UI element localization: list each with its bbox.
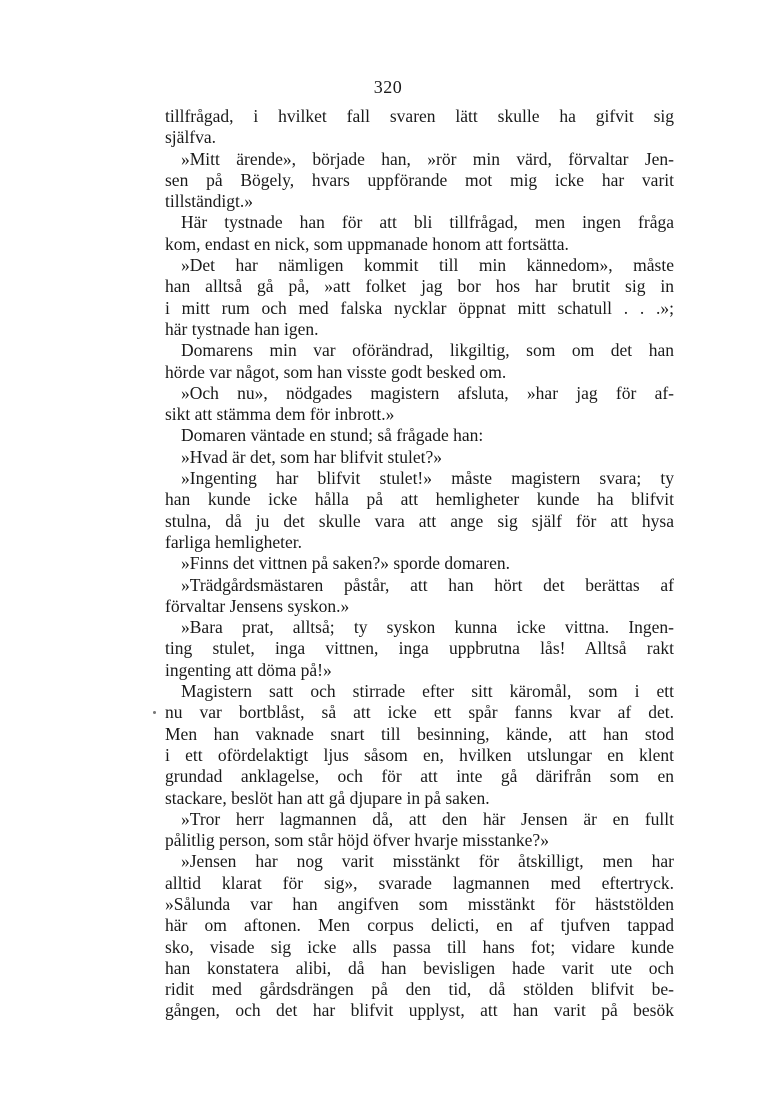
- text-line: »Jensen har nog varit misstänkt för åtskilligt, men har: [181, 851, 674, 872]
- text-line: »Trädgårdsmästaren påstår, att han hört det berättas af: [181, 574, 674, 595]
- text-line: Här tystnade han för att bli tillfrågad, men ingen fråga: [181, 212, 674, 233]
- text-line: förvaltar Jensens syskon.»: [165, 595, 350, 616]
- text-line: tillfrågad, i hvilket fall svaren lätt skulle ha gifvit sig: [165, 106, 674, 126]
- text-line: ting stulet, inga vittnen, inga uppbrutna lås! Alltså rakt: [165, 638, 674, 659]
- text-line: han konstatera alibi, då han bevisligen hade varit ute och: [165, 957, 674, 978]
- text-line: sko, visade sig icke alls passa till hans fot; vidare kunde: [165, 936, 674, 957]
- text-line: grundad anklagelse, och för att inte gå därifrån som en: [165, 766, 674, 787]
- text-line: »Bara prat, alltså; ty syskon kunna icke vittna. Ingen-: [181, 617, 674, 638]
- text-line: sikt att stämma dem för inbrott.»: [165, 404, 395, 425]
- text-line: »Ingenting har blifvit stulet!» måste magistern svara; ty: [181, 468, 674, 489]
- text-line: hörde var något, som han visste godt besked om.: [165, 361, 507, 382]
- text-line: »Och nu», nödgades magistern afsluta, »har jag för af-: [181, 382, 674, 403]
- page-number: 320: [373, 77, 403, 97]
- text-line: »Hvad är det, som har blifvit stulet?»: [181, 446, 442, 467]
- text-line: ingenting att döma på!»: [165, 659, 332, 680]
- text-line: tillständigt.»: [165, 191, 253, 212]
- text-line: »Det har nämligen kommit till min kännedom», måste: [181, 255, 674, 276]
- text-line: stulna, då ju det skulle vara att ange sig själf för att hysa: [165, 510, 674, 531]
- text-line: han kunde icke hålla på att hemligheter kunde ha blifvit: [165, 489, 674, 510]
- text-line: farliga hemligheter.: [165, 531, 303, 552]
- text-line: sen på Bögely, hvars uppförande mot mig icke har varit: [165, 169, 674, 190]
- text-line: pålitlig person, som står höjd öfver hvarje misstanke?»: [165, 830, 549, 851]
- text-line: ridit med gårdsdrängen på den tid, då stölden blifvit be-: [165, 979, 674, 1000]
- text-line: här tystnade han igen.: [165, 318, 319, 339]
- text-line: här om aftonen. Men corpus delicti, en af tjufven tappad: [165, 915, 674, 936]
- text-line: gången, och det har blifvit upplyst, att han varit på besök: [165, 1000, 674, 1021]
- text-line: »Tror herr lagmannen då, att den här Jensen är en fullt: [181, 808, 674, 829]
- text-line: »Mitt ärende», började han, »rör min värd, förvaltar Jen-: [181, 148, 674, 169]
- text-line: alltid klarat för sig», svarade lagmannen med eftertryck.: [165, 872, 674, 893]
- text-line: Domarens min var oförändrad, likgiltig, som om det han: [181, 340, 674, 361]
- text-line: Magistern satt och stirrade efter sitt käromål, som i ett: [181, 681, 674, 702]
- text-line: »Finns det vittnen på saken?» sporde domaren.: [181, 553, 511, 574]
- text-line: nu var bortblåst, så att icke ett spår fanns kvar af det.: [165, 702, 674, 723]
- text-line: stackare, beslöt han att gå djupare in på saken.: [165, 787, 490, 808]
- text-line: i mitt rum och med falska nycklar öppnat mitt schatull . . .»;: [165, 297, 674, 318]
- text-line: Men han vaknade snart till besinning, kände, att han stod: [165, 723, 674, 744]
- text-line: själfva.: [165, 127, 217, 148]
- body-text: [165, 106, 674, 1022]
- text-line: »Sålunda var han angifven som misstänkt för häststölden: [165, 893, 674, 914]
- text-line: Domaren väntade en stund; så frågade han:: [181, 425, 484, 446]
- margin-mark: [153, 711, 156, 714]
- text-line: han alltså gå på, »att folket jag bor hos har brutit sig in: [165, 276, 674, 297]
- text-line: kom, endast en nick, som uppmanade honom att fortsätta.: [165, 233, 569, 254]
- text-line: i ett ofördelaktigt ljus såsom en, hvilken utslungar en klent: [165, 744, 674, 765]
